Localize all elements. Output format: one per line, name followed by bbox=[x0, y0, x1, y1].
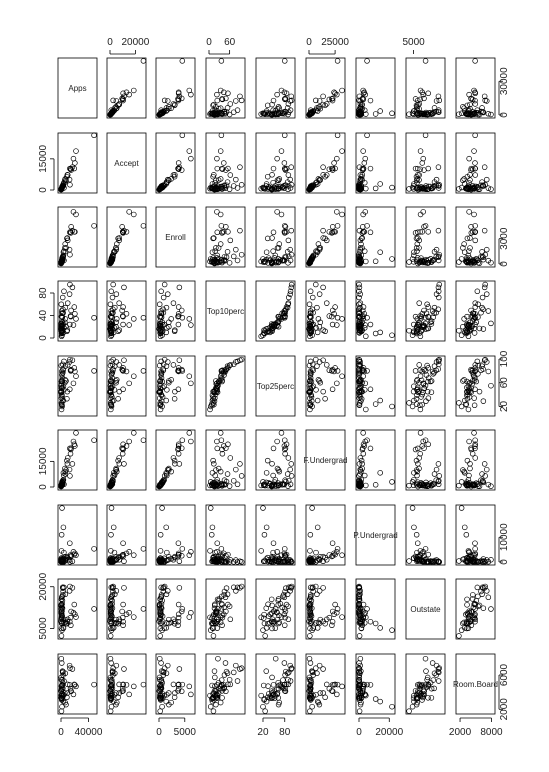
left-tick-label-top10perc-40: 40 bbox=[38, 309, 49, 322]
top-tick-label-top10perc-0: 0 bbox=[206, 37, 212, 48]
right-tick-label-apps-0: 0 bbox=[499, 112, 510, 118]
left-tick-label-outstate-5000: 5000 bbox=[38, 617, 49, 640]
left-tick-label-accept-15000: 15000 bbox=[38, 144, 49, 173]
top-tick-label-f-undergrad-0: 0 bbox=[306, 37, 312, 48]
right-tick-label-room-board-2000: 2000 bbox=[499, 698, 510, 721]
bottom-tick-label-enroll-5000: 5000 bbox=[173, 727, 196, 738]
left-tick-label-f-undergrad-15000: 15000 bbox=[38, 447, 49, 476]
right-tick-label-p-undergrad-0: 0 bbox=[499, 559, 510, 565]
right-tick-label-apps-30000: 30000 bbox=[499, 67, 510, 96]
diagonal-label-top10perc: Top10perc bbox=[206, 307, 245, 316]
top-tick-label-accept-20000: 20000 bbox=[121, 37, 150, 48]
left-tick-label-top10perc-0: 0 bbox=[38, 335, 49, 341]
bottom-tick-label-p-undergrad-0: 0 bbox=[356, 727, 362, 738]
diagonal-label-top25perc: Top25perc bbox=[256, 382, 295, 391]
left-tick-label-f-undergrad-0: 0 bbox=[38, 484, 49, 490]
diagonal-label-outstate: Outstate bbox=[410, 605, 441, 614]
bottom-tick-label-room-board-8000: 8000 bbox=[480, 727, 503, 738]
bottom-tick-label-room-board-2000: 2000 bbox=[448, 727, 472, 738]
top-tick-label-accept-0: 0 bbox=[107, 37, 113, 48]
right-tick-label-top25perc-60: 60 bbox=[499, 377, 510, 389]
right-tick-label-top25perc-20: 20 bbox=[499, 400, 510, 413]
bottom-tick-label-apps-40000: 40000 bbox=[74, 727, 103, 738]
left-tick-label-top10perc-80: 80 bbox=[38, 287, 49, 299]
right-tick-label-enroll-3000: 3000 bbox=[499, 227, 510, 250]
left-tick-label-accept-0: 0 bbox=[38, 187, 49, 193]
diagonal-label-p-undergrad: P.Undergrad bbox=[353, 531, 398, 540]
right-tick-label-p-undergrad-10000: 10000 bbox=[499, 523, 510, 552]
bottom-tick-label-enroll-0: 0 bbox=[156, 727, 162, 738]
panel-room-board-vs-outstate bbox=[406, 654, 445, 714]
bottom-tick-label-top25perc-80: 80 bbox=[279, 727, 291, 738]
panel-apps-vs-outstate bbox=[406, 58, 445, 118]
bottom-tick-label-top25perc-20: 20 bbox=[257, 727, 269, 738]
left-tick-label-outstate-20000: 20000 bbox=[38, 572, 49, 601]
diagonal-label-apps: Apps bbox=[68, 84, 87, 93]
top-tick-label-outstate-5000: 5000 bbox=[402, 37, 425, 48]
top-tick-label-f-undergrad-25000: 25000 bbox=[321, 37, 350, 48]
right-tick-label-enroll-0: 0 bbox=[499, 261, 510, 267]
diagonal-label-enroll: Enroll bbox=[165, 233, 186, 242]
diagonal-label-f-undergrad: F.Undergrad bbox=[303, 456, 348, 465]
right-tick-label-top25perc-100: 100 bbox=[499, 350, 510, 368]
diagonal-label-accept: Accept bbox=[114, 159, 139, 168]
top-tick-label-top10perc-60: 60 bbox=[224, 37, 236, 48]
bottom-tick-label-apps-0: 0 bbox=[58, 727, 64, 738]
diagonal-label-room-board: Room.Board bbox=[453, 680, 498, 689]
right-tick-label-room-board-6000: 6000 bbox=[499, 663, 510, 687]
bottom-tick-label-p-undergrad-20000: 20000 bbox=[375, 727, 404, 738]
